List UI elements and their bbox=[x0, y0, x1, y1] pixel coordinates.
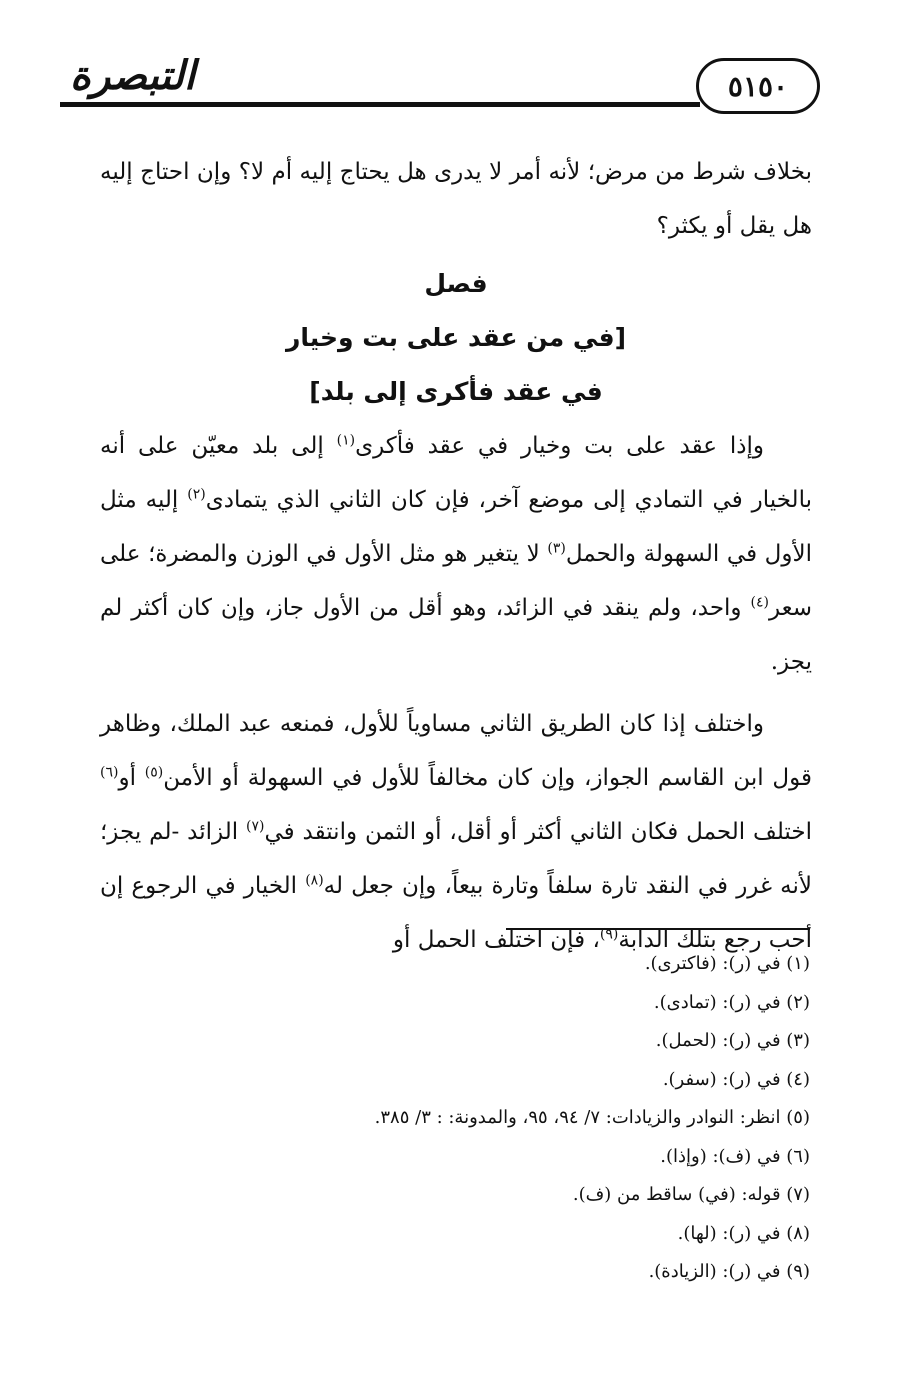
main-text bbox=[100, 145, 812, 967]
page-number-badge bbox=[696, 58, 820, 114]
text-run: وإذا عقد على بت وخيار في عقد فأكرى bbox=[355, 433, 764, 459]
footnote-item: (٨) في (ر): (لها). bbox=[677, 1222, 810, 1244]
section-heading bbox=[100, 257, 812, 311]
text-run: إليه مثل الأول في السهولة والحمل bbox=[100, 487, 813, 567]
body-paragraph bbox=[100, 419, 812, 689]
footnote-item: (٢) في (ر): (تمادى). bbox=[653, 991, 810, 1013]
footnote-reference: (٩) bbox=[599, 926, 619, 943]
footnote-reference: (٦) bbox=[100, 764, 119, 781]
footnote-item: (٦) في (ف): (وإذا). bbox=[660, 1145, 810, 1167]
footnotes bbox=[100, 945, 810, 1292]
footnote-reference: (٥) bbox=[144, 764, 164, 781]
text-run: اختلف الحمل فكان الثاني أكثر أو أقل، أو الثمن وانتقد في bbox=[264, 819, 812, 845]
section-heading bbox=[100, 365, 812, 419]
text-run: أو bbox=[118, 765, 145, 791]
page-number: ٥١٥٠ bbox=[727, 69, 789, 103]
text-run: [في من عقد على بت وخيار bbox=[285, 323, 627, 352]
footnote-reference: (٣) bbox=[547, 540, 566, 557]
text-run: بخلاف شرط من مرض؛ لأنه أمر لا يدرى هل يحتاج إليه أم لا؟ وإن احتاج إليه هل يقل أو يكثر؟ bbox=[100, 159, 812, 239]
footnote-item: (١) في (ر): (فاكترى). bbox=[644, 953, 810, 974]
footnote-reference: (٨) bbox=[305, 872, 324, 889]
footnote-item: (٩) في (ر): (الزيادة). bbox=[648, 1261, 810, 1282]
body-paragraph bbox=[100, 145, 812, 253]
footnote-reference: (٤) bbox=[750, 594, 769, 611]
section-heading bbox=[100, 311, 812, 365]
text-run: واحد، ولم ينقد في الزائد، وهو أقل من الأول جاز، وإن كان أكثر لم يجز. bbox=[100, 595, 812, 675]
body-paragraph bbox=[100, 697, 812, 967]
footnote-item: (٧) قوله: (في) ساقط من (ف). bbox=[572, 1184, 810, 1205]
footnote-reference: (١) bbox=[336, 432, 356, 449]
footnote-item: (٣) في (ر): (لحمل). bbox=[655, 1030, 810, 1051]
footnote-divider bbox=[506, 928, 810, 930]
text-run: فصل bbox=[424, 269, 488, 298]
text-run: واختلف إذا كان الطريق الثاني مساوياً للأول، فمنعه عبد الملك، وظاهر قول ابن القاسم الجواز، وإن كان مخالفاً للأول في السهولة أو الأمن bbox=[100, 711, 812, 791]
text-run: الزائد -لم يجز؛ لأنه غرر في النقد تارة سلفاً وتارة بيعاً، وإن جعل له bbox=[100, 819, 812, 899]
footnote-item: (٥) انظر: النوادر والزيادات: ٧/ ٩٤، ٩٥، والمدونة: : ٣/ ٣٨٥. bbox=[374, 1107, 810, 1128]
book-title: التبصرة bbox=[70, 52, 196, 99]
text-run: ، فإن اختلف الحمل أو bbox=[392, 927, 600, 953]
text-run: لا يتغير هو مثل الأول في الوزن والمضرة؛ على سعر bbox=[100, 541, 812, 621]
footnote-reference: (٧) bbox=[246, 818, 265, 835]
text-run: في عقد فأكرى إلى بلد] bbox=[309, 377, 603, 406]
header-rule bbox=[60, 102, 700, 107]
footnote-reference: (٢) bbox=[187, 486, 206, 503]
text-run: إلى بلد معيّن على أنه بالخيار في التمادي إلى موضع آخر، فإن كان الثاني الذي يتمادى bbox=[100, 433, 812, 513]
text-run: الخيار في الرجوع إن أحب رجع بتلك الدابة bbox=[100, 873, 812, 953]
page-header bbox=[60, 40, 820, 130]
footnote-item: (٤) في (ر): (سفر). bbox=[662, 1068, 810, 1090]
